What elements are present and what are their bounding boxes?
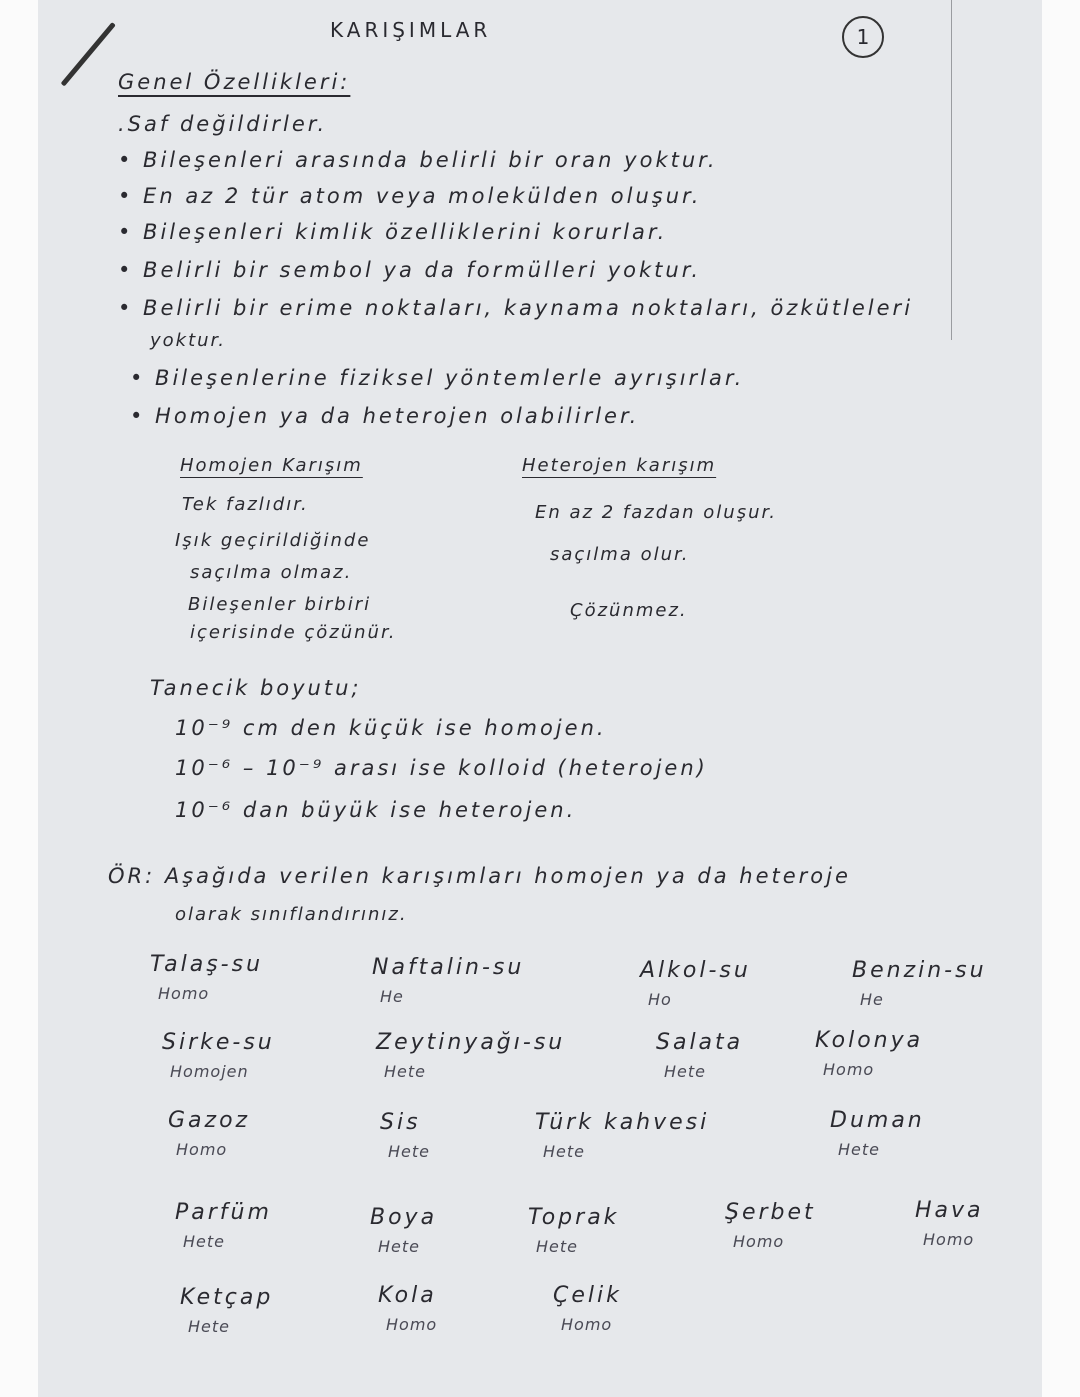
example-item-answer: Ho [648,990,672,1009]
margin-line [951,0,952,340]
example-prompt: ÖR: Aşağıda verilen karışımları homojen ya da heteroje [108,864,851,888]
example-item-answer: He [860,990,884,1009]
example-item-name: Şerbet [725,1200,816,1225]
example-item-name: Sis [380,1110,421,1135]
example-item-name: Türk kahvesi [535,1110,710,1135]
particle-size-line: 10⁻⁹ cm den küçük ise homojen. [175,716,607,740]
bullet: • Bileşenleri arasında belirli bir oran yoktur. [118,148,718,172]
bullet: • Bileşenleri kimlik özelliklerini korurlar. [118,220,668,244]
example-item-name: Ketçap [180,1285,274,1310]
homojen-line: Bileşenler birbiri [188,594,372,615]
homojen-line: Tek fazlıdır. [182,494,309,515]
example-item-name: Zeytinyağı-su [376,1030,566,1055]
general-heading: Genel Özellikleri: [118,70,351,94]
example-item-name: Boya [370,1205,438,1230]
example-item-name: Salata [656,1030,744,1055]
example-item-answer: Hete [188,1317,230,1336]
example-item-name: Gazoz [168,1108,251,1133]
example-item-answer: Homo [923,1230,975,1249]
example-item-name: Benzin-su [852,958,987,983]
example-item-answer: He [380,987,404,1006]
particle-size-heading: Tanecik boyutu; [150,676,362,700]
bullet: • En az 2 tür atom veya molekülden oluşur. [118,184,702,208]
particle-size-line: 10⁻⁶ – 10⁻⁹ arası ise kolloid (heterojen) [175,756,708,780]
homojen-heading: Homojen Karışım [180,455,363,476]
example-item-answer: Homo [158,984,210,1003]
heterojen-line: saçılma olur. [550,544,690,565]
bullet: • Belirli bir sembol ya da formülleri yoktur. [118,258,702,282]
heterojen-line: En az 2 fazdan oluşur. [535,502,777,523]
bullet: • Belirli bir erime noktaları, kaynama noktaları, özkütleleri [118,296,914,320]
bullet: • Homojen ya da heterojen olabilirler. [130,404,640,428]
example-item-name: Sirke-su [162,1030,275,1055]
bullet: • Bileşenlerine fiziksel yöntemlerle ayrışırlar. [130,366,745,390]
example-item-answer: Homo [733,1232,785,1251]
example-item-answer: Homo [823,1060,875,1079]
example-item-name: Naftalin-su [372,955,525,980]
homojen-line: saçılma olmaz. [190,562,353,583]
page-number: 1 [842,16,884,58]
example-item-answer: Hete [183,1232,225,1251]
particle-size-line: 10⁻⁶ dan büyük ise heterojen. [175,798,577,822]
example-item-answer: Hete [378,1237,420,1256]
example-item-answer: Homo [561,1315,613,1334]
example-prompt: olarak sınıflandırınız. [175,904,408,925]
example-item-answer: Hete [384,1062,426,1081]
example-item-answer: Hete [543,1142,585,1161]
example-item-name: Duman [830,1108,925,1133]
bullet: .Saf değildirler. [118,112,328,136]
example-item-name: Hava [915,1198,984,1223]
example-item-answer: Hete [664,1062,706,1081]
example-item-answer: Hete [536,1237,578,1256]
example-item-name: Parfüm [175,1200,272,1225]
example-item-answer: Hete [388,1142,430,1161]
example-item-answer: Homojen [170,1062,249,1081]
example-item-name: Kola [378,1283,437,1308]
bullet-continued: yoktur. [150,330,227,351]
page-title: KARIŞIMLAR [330,18,492,42]
homojen-line: içerisinde çözünür. [190,622,397,643]
heterojen-line: Çözünmez. [570,600,688,621]
example-item-name: Alkol-su [640,958,751,983]
example-item-name: Çelik [553,1283,622,1308]
example-item-name: Toprak [528,1205,620,1230]
homojen-line: Işık geçirildiğinde [175,530,371,551]
heterojen-heading: Heterojen karışım [522,455,717,476]
example-item-name: Talaş-su [150,952,264,977]
example-item-answer: Homo [176,1140,228,1159]
example-item-name: Kolonya [815,1028,924,1053]
example-item-answer: Homo [386,1315,438,1334]
example-item-answer: Hete [838,1140,880,1159]
